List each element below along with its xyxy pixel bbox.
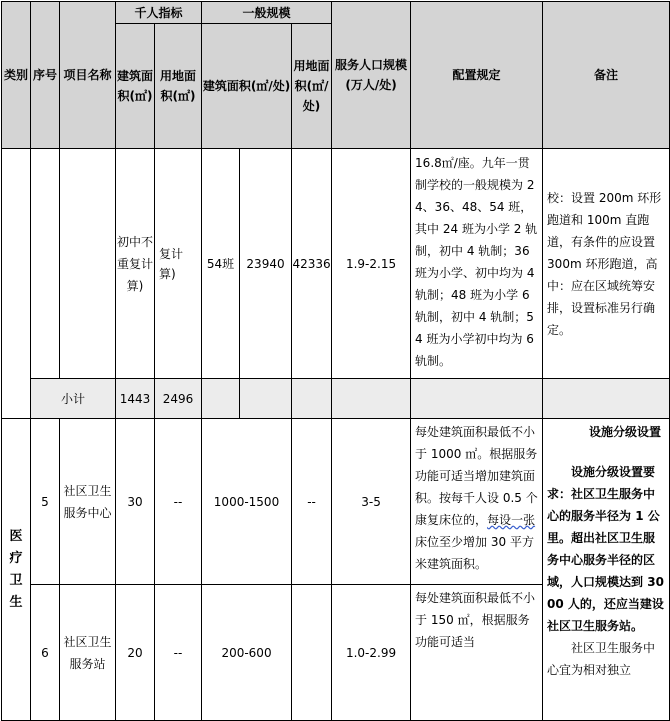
header-number: 序号 xyxy=(31,2,60,149)
header-bldg-area-per-thousand: 建筑面积(㎡) xyxy=(116,24,155,149)
school-land-area: 42336 xyxy=(292,149,332,379)
header-service-population: 服务人口规模(万人/处) xyxy=(332,2,411,149)
subtotal-empty-4 xyxy=(332,379,411,419)
planning-standards-table-wrapper xyxy=(1,1,670,721)
row6-bldg-per-thousand: 20 xyxy=(116,585,155,721)
row5-config-text-end: 床位至少增加 30 平方米建筑面积。 xyxy=(415,535,534,571)
header-remarks: 备注 xyxy=(543,2,670,149)
table-row-subtotal xyxy=(2,379,670,419)
header-land-area-per-thousand: 用地面积(㎡) xyxy=(155,24,202,149)
planning-standards-table xyxy=(1,1,670,721)
number-cell-school xyxy=(31,149,60,379)
header-row-groups xyxy=(2,2,670,24)
row5-config-rules xyxy=(411,419,543,585)
header-group-general-scale: 一般规模 xyxy=(202,2,332,24)
medical-remarks xyxy=(543,419,670,721)
medical-remarks-title: 设施分级设置 xyxy=(589,425,662,439)
header-config-rules: 配置规定 xyxy=(411,2,543,149)
subtotal-label: 小计 xyxy=(31,379,116,419)
row5-land-area: -- xyxy=(292,419,332,585)
header-project-name: 项目名称 xyxy=(60,2,116,149)
category-cell-medical: 医疗卫生 xyxy=(2,419,31,721)
row6-name: 社区卫生服务站 xyxy=(60,585,116,721)
school-remarks: 校：设置 200m 环形跑道和 100m 直跑道，有条件的应设置 300m 环形跑道，高中：应在区域统筹安排，设置标准另行确定。 xyxy=(543,149,670,379)
medical-remarks-requirements: 设施分级设置要求：社区卫生服务中心的服务半径为 1 公里。超出社区卫生服务中心服务半径的区域，人口规模达到 3000 人的，还应当建设社区卫生服务站。 xyxy=(547,465,664,633)
subtotal-empty-2 xyxy=(240,379,292,419)
header-bldg-area-each: 建筑面积(㎡/处) xyxy=(202,24,292,149)
row5-config-wavy-text: 每设一张 xyxy=(487,513,536,527)
name-cell-school xyxy=(60,149,116,379)
row6-bldg-area: 200-600 xyxy=(202,585,292,721)
category-cell-education xyxy=(2,149,31,419)
school-name-cell: 初中不重复计算) xyxy=(116,149,155,379)
school-config-rules: 16.8㎡/座。九年一贯制学校的一般规模为 24、36、48、54 班，其中 24 班为小学 2 轨制，初中 4 轨制；36 班为小学、初中均为 4 轨制；48 班为小学 6 轨制，初中 4 轨制；54 班为小学初中均为 6 轨制。 xyxy=(411,149,543,379)
subtotal-empty-6 xyxy=(543,379,670,419)
row5-bldg-area: 1000-1500 xyxy=(202,419,292,585)
row6-land-per-thousand: -- xyxy=(155,585,202,721)
subtotal-bldg-per-thousand: 1443 xyxy=(116,379,155,419)
row6-config-rules: 每处建筑面积最低不小于 150 ㎡，根据服务功能可适当 xyxy=(411,585,543,721)
row5-service-population: 3-5 xyxy=(332,419,411,585)
subtotal-empty-5 xyxy=(411,379,543,419)
school-land-per-thousand: 复计算) xyxy=(155,149,202,379)
header-group-per-thousand: 千人指标 xyxy=(116,2,202,24)
subtotal-empty-3 xyxy=(292,379,332,419)
header-land-area-each: 用地面积(㎡/处) xyxy=(292,24,332,149)
row5-config-text: 每处建筑面积最低不小于 1000 ㎡。根据服务功能可适当增加建筑面积。按每千人设 0.5 个康复床位的， xyxy=(415,425,538,527)
school-classes: 54班 xyxy=(202,149,240,379)
row6-number: 6 xyxy=(31,585,60,721)
subtotal-land-per-thousand: 2496 xyxy=(155,379,202,419)
row5-name: 社区卫生服务中心 xyxy=(60,419,116,585)
header-category: 类别 xyxy=(2,2,31,149)
row5-land-per-thousand: -- xyxy=(155,419,202,585)
table-row-community-health-center xyxy=(2,419,670,585)
school-bldg-area: 23940 xyxy=(240,149,292,379)
table-row-school xyxy=(2,149,670,379)
row6-service-population: 1.0-2.99 xyxy=(332,585,411,721)
row5-bldg-per-thousand: 30 xyxy=(116,419,155,585)
medical-remarks-tail: 社区卫生服务中心宜为相对独立 xyxy=(547,641,656,677)
row6-land-area xyxy=(292,585,332,721)
subtotal-empty-1 xyxy=(202,379,240,419)
row5-number: 5 xyxy=(31,419,60,585)
school-service-population: 1.9-2.15 xyxy=(332,149,411,379)
